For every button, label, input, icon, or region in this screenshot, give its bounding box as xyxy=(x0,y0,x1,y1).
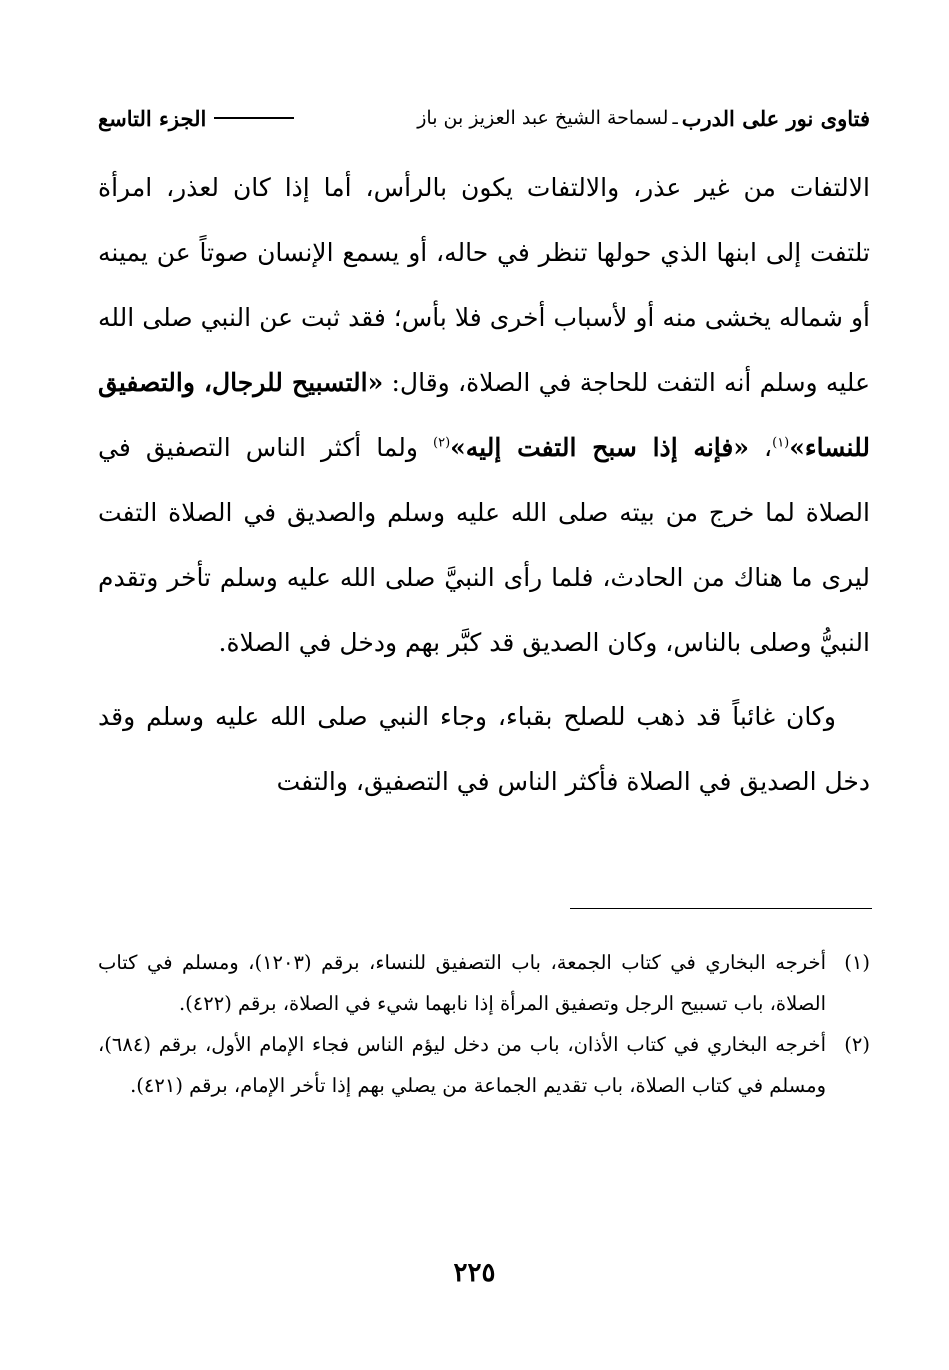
volume-part: الجزء التاسع xyxy=(98,105,207,131)
paragraph-1-text-a: الالتفات من غير عذر، والالتفات يكون بالرأس، أما إذا كان لعذر، امرأة تلتفت إلى ابنها الذي حولها تنظر في حاله، أو يسمع الإنسان صوتاً عن يمينه أو شماله يخشى منه أو لأسباب أخرى فلا بأس؛ فقد ثبت عن النبي صلى الله عليه وسلم أنه التفت للحاجة في الصلاة، وقال: xyxy=(98,173,871,397)
hadith-quote-2: «فإنه إذا سبح التفت إليه» xyxy=(450,433,749,462)
header-title-group xyxy=(417,106,870,131)
footnote-text: أخرجه البخاري في كتاب الأذان، باب من دخل ليؤم الناس فجاء الإمام الأول، برقم (٦٨٤)، ومسلم في كتاب الصلاة، باب تقديم الجماعة من يصلي بهم إذا تأخر الإمام، برقم (٤٢١). xyxy=(98,1033,826,1097)
header-rule xyxy=(214,117,294,119)
footnote-ref-1: (١) xyxy=(772,435,790,451)
running-header xyxy=(98,100,870,136)
header-separator: ـ xyxy=(672,107,678,129)
footnote-number: (٢) xyxy=(844,1033,870,1056)
paragraph-1 xyxy=(98,155,870,675)
footnote-2 xyxy=(98,1024,870,1106)
footnotes xyxy=(98,942,870,1106)
quote-separator: ، xyxy=(749,433,773,462)
footnote-number: (١) xyxy=(844,951,870,974)
footnote-text: أخرجه البخاري في كتاب الجمعة، باب التصفيق للنساء، برقم (١٢٠٣)، ومسلم في كتاب الصلاة، باب تسبيح الرجل وتصفيق المرأة إذا نابهما شيء في الصلاة، برقم (٤٢٢). xyxy=(98,951,826,1015)
footnote-divider xyxy=(570,908,872,909)
page-number: ٢٢٥ xyxy=(453,1258,496,1288)
author-name: لسماحة الشيخ عبد العزيز بن باز xyxy=(417,107,669,129)
paragraph-1-text-b: ولما أكثر الناس التصفيق في الصلاة لما خرج من بيته صلى الله عليه وسلم والصديق في الصلاة التفت ليرى ما هناك من الحادث، فلما رأى النبيَّ صلى الله عليه وسلم تأخر وتقدم النبيُّ وصلى بالناس، وكان الصديق قد كبَّر بهم ودخل في الصلاة. xyxy=(98,433,870,657)
paragraph-2: وكان غائباً قد ذهب للصلح بقباء، وجاء النبي صلى الله عليه وسلم وقد دخل الصديق في الصلاة فأكثر الناس في التصفيق، والتفت xyxy=(98,702,870,796)
hadith-quote-1: «التسبيح للرجال، والتصفيق للنساء» xyxy=(98,368,870,462)
header-part-group xyxy=(98,106,302,131)
footnote-1 xyxy=(98,942,870,1024)
main-text xyxy=(98,155,870,814)
book-title: فتاوى نور على الدرب xyxy=(681,105,870,131)
footnote-ref-2: (٢) xyxy=(433,435,451,451)
